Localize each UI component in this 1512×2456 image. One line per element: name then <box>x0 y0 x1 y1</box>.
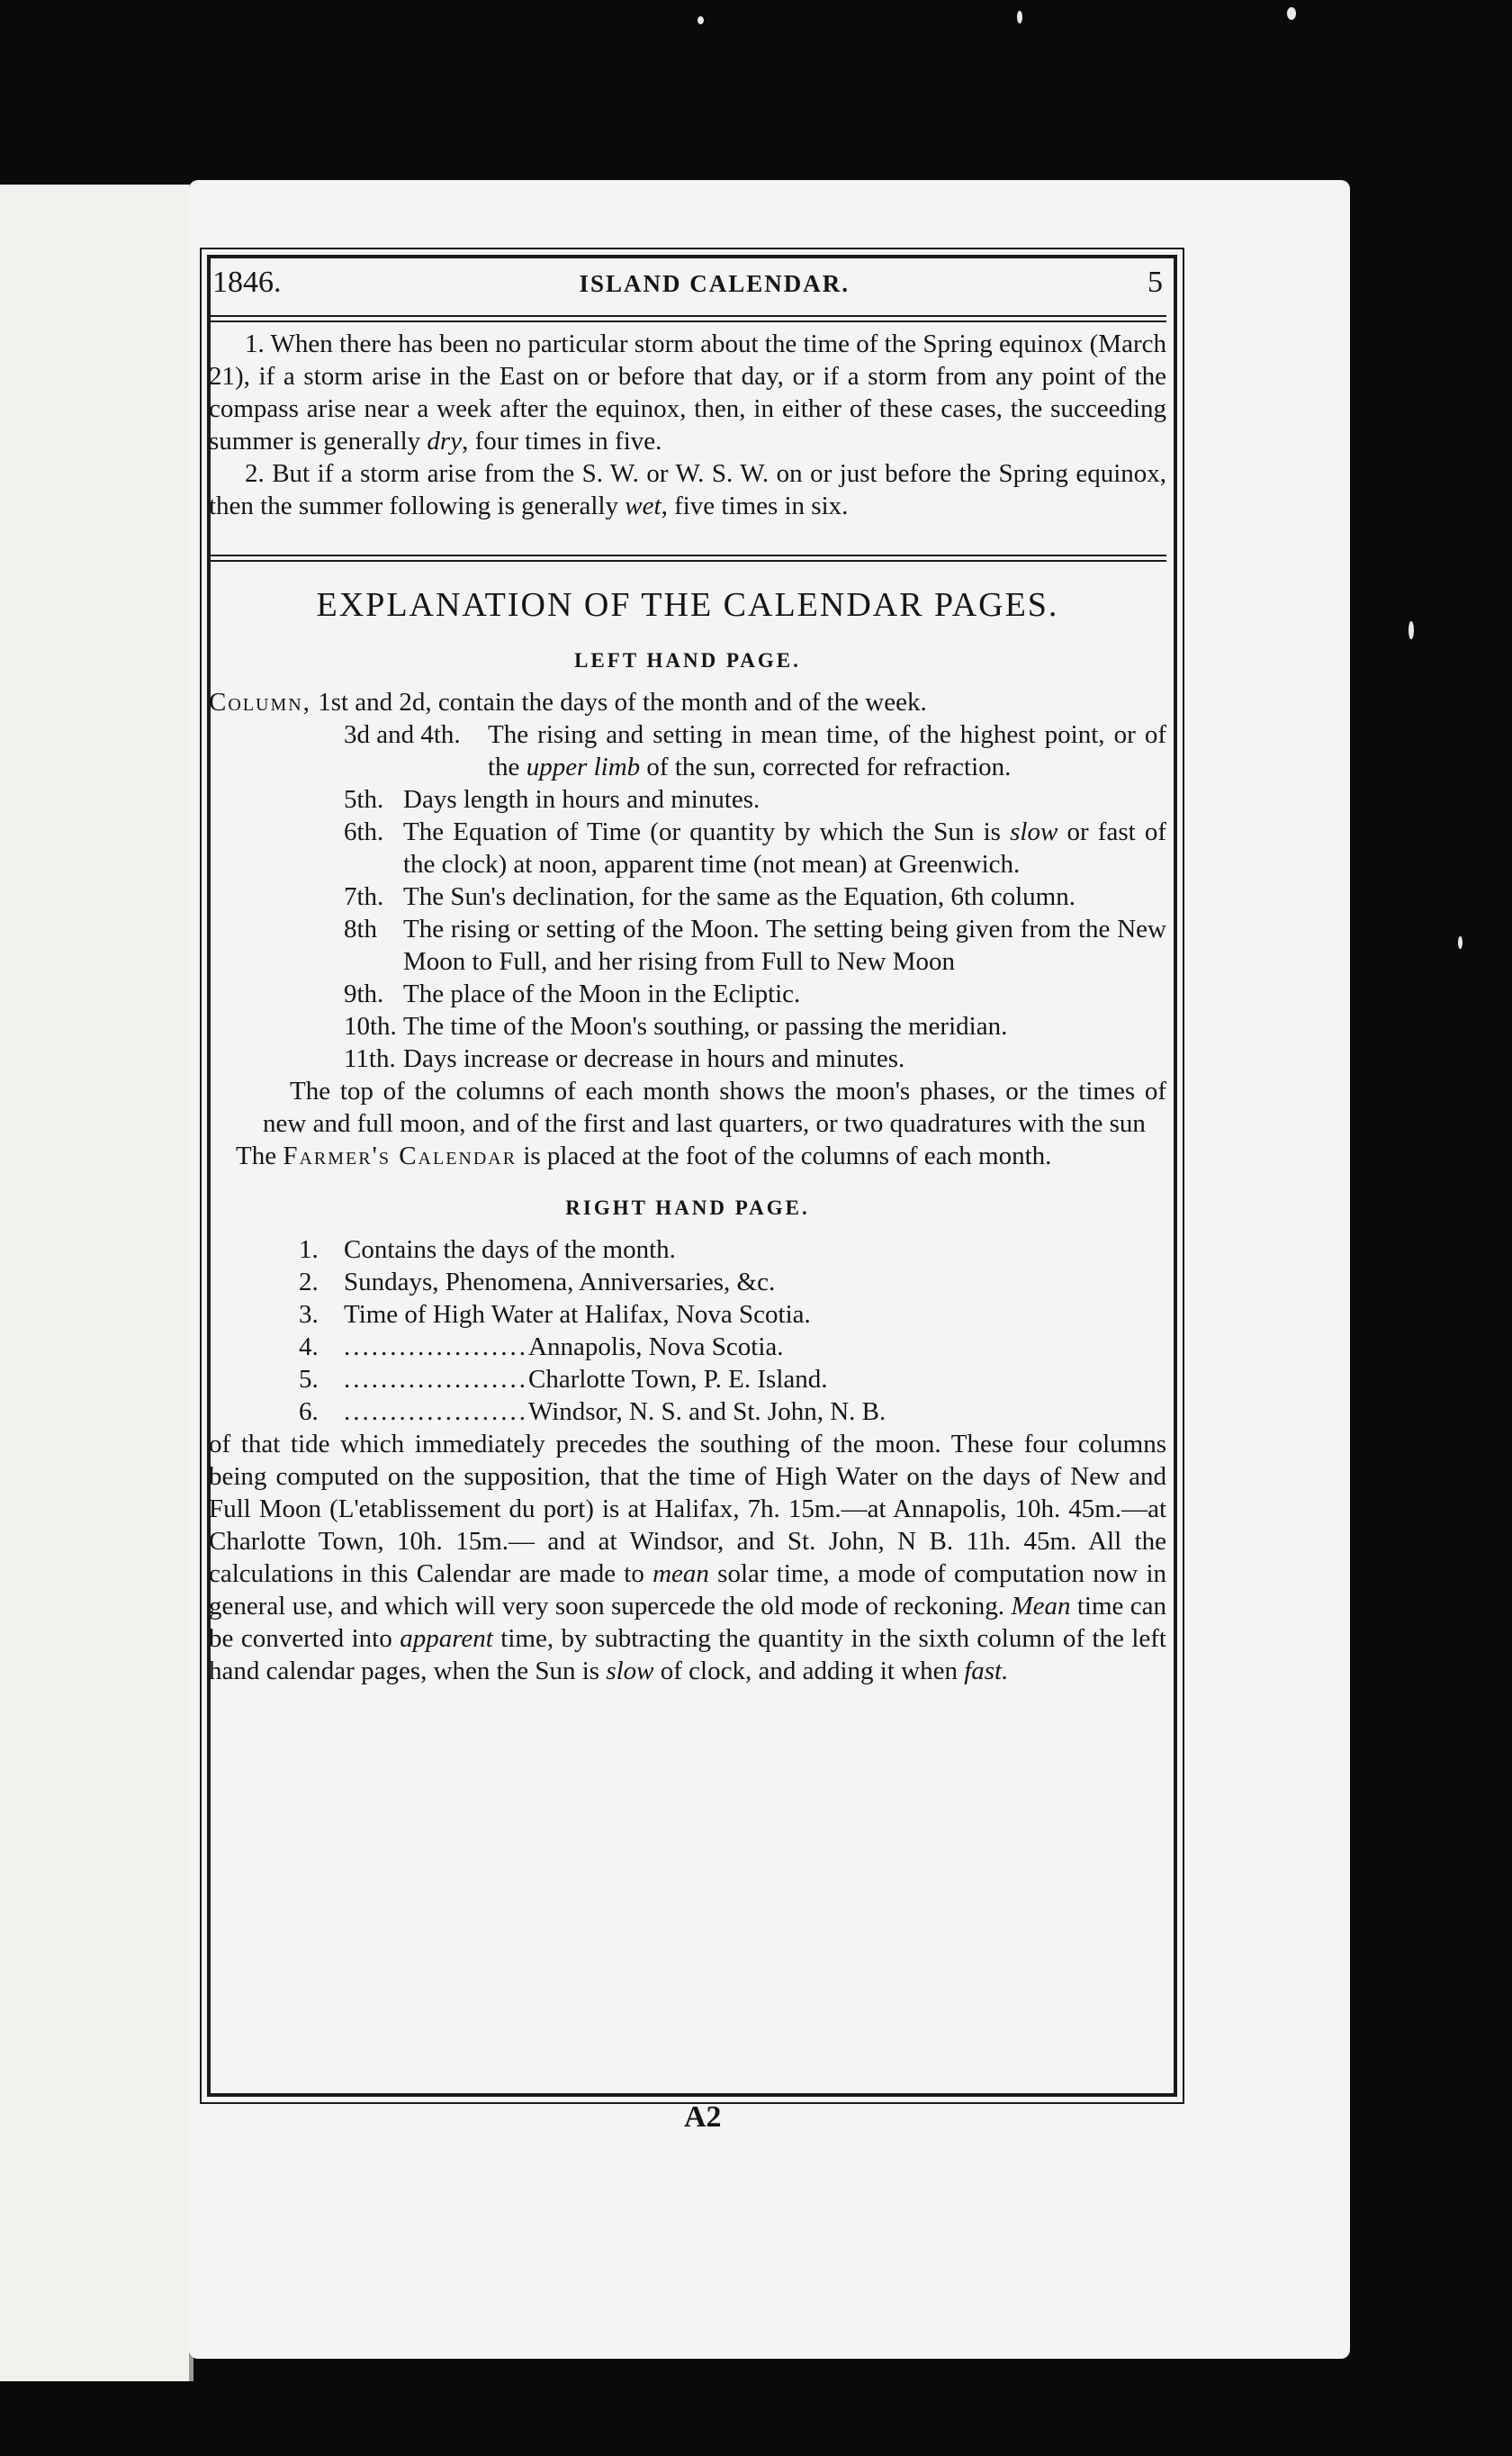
column-text: The Equation of Time (or quantity by which the Sun is slow or fast of the clock) at noon, apparent time (not mean) at Greenwich. <box>403 817 1166 879</box>
header-rule <box>209 315 1166 322</box>
column-number: 8th <box>344 915 378 944</box>
right-hand-item <box>299 1266 1166 1298</box>
column-description-row <box>344 1010 1166 1043</box>
explanation-title: EXPLANATION OF THE CALENDAR PAGES. <box>316 586 1059 624</box>
scan-speck <box>698 16 704 24</box>
farmers-calendar-note: The Farmer's Calendar is placed at the foot of the columns of each month. <box>236 1142 1052 1170</box>
column-first-text: 1st and 2d, contain the days of the month and of the week. <box>318 688 927 717</box>
column-description-row <box>344 783 1166 816</box>
intro-paragraph-1: 1. When there has been no particular storm about the time of the Spring equinox (March 21), if a storm arise in the East on or before that day, or if a storm from any point of the compass arise near a week after the equinox, then, in either of these cases, the succeeding summer is generally dry, four times in five. <box>209 330 1166 456</box>
right-hand-item <box>299 1395 1166 1428</box>
item-text: Contains the days of the month. <box>344 1235 676 1264</box>
column-description-row <box>344 816 1166 880</box>
item-number: 1. <box>299 1235 319 1264</box>
column-text: The place of the Moon in the Ecliptic. <box>403 980 801 1008</box>
item-number: 4. <box>299 1332 319 1361</box>
top-columns-note: The top of the columns of each month shows the moon's phases, or the times of new and full moon, and of the first and last quarters, or two quadratures with the sun <box>263 1077 1166 1138</box>
right-hand-item <box>299 1331 1166 1363</box>
column-text: Days length in hours and minutes. <box>403 785 760 814</box>
intro-paragraph-2: 2. But if a storm arise from the S. W. or W. S. W. on or just before the Spring equinox, then the summer following is generally wet, five times in six. <box>209 459 1166 520</box>
scan-speck <box>1458 936 1462 949</box>
column-description-row <box>344 880 1166 913</box>
column-number: 3d and 4th. <box>344 720 461 749</box>
item-number: 2. <box>299 1268 319 1296</box>
column-number: 6th. <box>344 817 384 846</box>
section-rule <box>209 555 1166 562</box>
header-year: 1846. <box>212 266 282 299</box>
column-number: 10th. <box>344 1012 397 1041</box>
signature-mark: A2 <box>684 2100 722 2134</box>
header-title: ISLAND CALENDAR. <box>579 270 850 297</box>
scan-speck <box>1017 11 1022 23</box>
left-hand-heading: LEFT HAND PAGE. <box>574 649 801 672</box>
page-content <box>209 266 1166 1687</box>
right-hand-heading: RIGHT HAND PAGE. <box>565 1196 810 1219</box>
leader-dots: .................... <box>344 1397 528 1426</box>
right-hand-item <box>299 1363 1166 1395</box>
scan-speck <box>1408 621 1414 639</box>
column-number: 7th. <box>344 882 384 911</box>
item-text: Windsor, N. S. and St. John, N. B. <box>528 1397 886 1426</box>
running-header <box>209 266 1166 310</box>
column-number: 11th. <box>344 1044 396 1073</box>
column-description-row <box>344 913 1166 978</box>
facing-page-edge <box>0 185 194 2381</box>
item-text: Sundays, Phenomena, Anniversaries, &c. <box>344 1268 776 1296</box>
leader-dots: .................... <box>344 1332 528 1361</box>
column-number: 9th. <box>344 980 384 1008</box>
column-text: The Sun's declination, for the same as the Equation, 6th column. <box>403 882 1076 911</box>
item-number: 6. <box>299 1397 319 1426</box>
item-number: 3. <box>299 1300 319 1329</box>
item-number: 5. <box>299 1365 319 1394</box>
column-text: Days increase or decrease in hours and minutes. <box>403 1044 905 1073</box>
column-text: The time of the Moon's southing, or passing the meridian. <box>403 1012 1008 1041</box>
column-label: Column, <box>209 688 311 717</box>
column-description-row <box>344 1043 1166 1075</box>
leader-dots: .................... <box>344 1365 528 1394</box>
right-hand-item <box>299 1298 1166 1331</box>
right-hand-items <box>209 1233 1166 1428</box>
column-text: The rising or setting of the Moon. The setting being given from the New Moon to Full, and her rising from Full to New Moon <box>403 915 1166 976</box>
column-text: The rising and setting in mean time, of the highest point, or of the upper limb of the sun, corrected for refraction. <box>488 720 1166 781</box>
page-number: 5 <box>1147 266 1163 299</box>
column-description-row <box>344 718 1166 783</box>
closing-paragraph: of that tide which immediately precedes the southing of the moon. These four columns being computed on the supposition, that the time of High Water on the days of New and Full Moon (L'etablissement du port) is at Halifax, 7h. 15m.—at Annapolis, 10h. 45m.—at Charlotte Town, 10h. 15m.— and at Windsor, and St. John, N B. 11h. 45m. All the calculations in this Calendar are made to mean solar time, a mode of computation now in general use, and which will very soon supercede the old mode of reckoning. Mean time can be converted into apparent time, by subtracting the quantity in the sixth column of the left hand calendar pages, when the Sun is slow of clock, and adding it when fast. <box>209 1430 1166 1685</box>
item-text: Annapolis, Nova Scotia. <box>528 1332 784 1361</box>
scan-speck <box>1287 7 1296 20</box>
column-first-line <box>209 686 1166 718</box>
item-text: Charlotte Town, P. E. Island. <box>528 1365 828 1394</box>
column-description-row <box>344 978 1166 1010</box>
column-descriptions <box>209 718 1166 1075</box>
item-text: Time of High Water at Halifax, Nova Scotia. <box>344 1300 811 1329</box>
column-number: 5th. <box>344 785 384 814</box>
right-hand-item <box>299 1233 1166 1266</box>
